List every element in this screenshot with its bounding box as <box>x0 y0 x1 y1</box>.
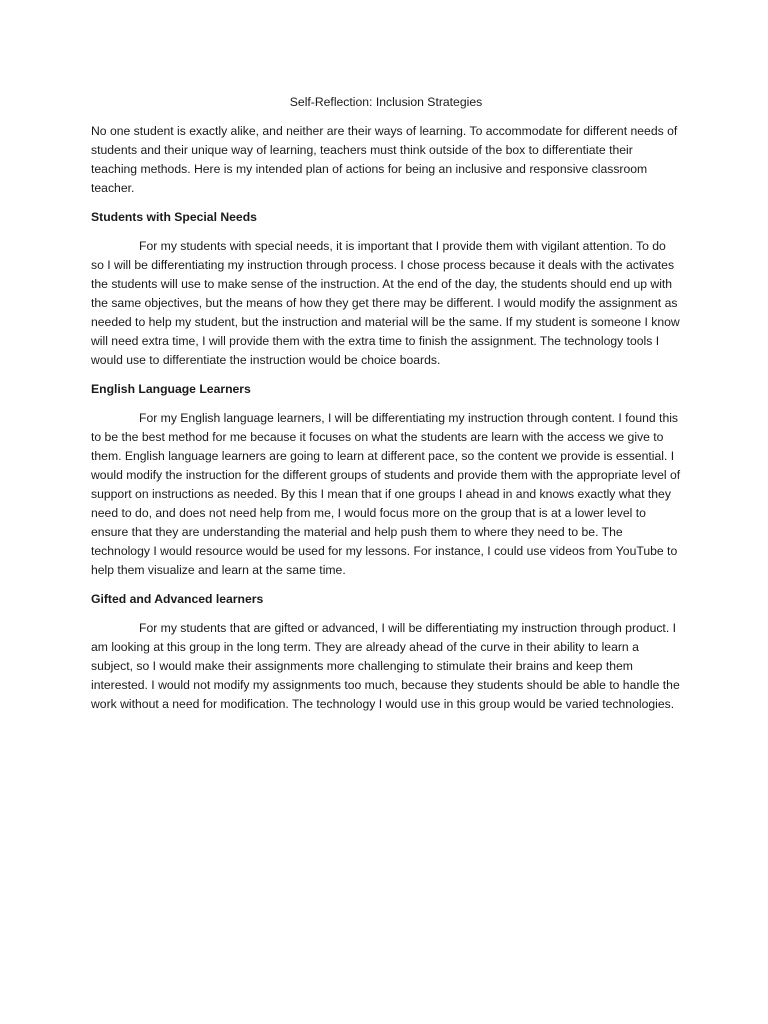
section-heading-special-needs: Students with Special Needs <box>91 210 257 224</box>
section-body-special-needs: For my students with special needs, it is important that I provide them with vigilant attention. To do so I will be differentiating my instruction through process. I chose process because it deals with the activates the students will use to make sense of the instruction. At the end of the day, the students should end up with the same objectives, but the means of how they get there may be different. I would modify the assignment as needed to help my student, but the instruction and material will be the same. If my student is someone I know will need extra time, I will provide them with the extra time to finish the assignment. The technology tools I would use to differentiate the instruction would be choice boards. <box>91 239 680 367</box>
document-title: Self-Reflection: Inclusion Strategies <box>289 95 483 109</box>
document-content <box>91 93 681 724</box>
intro-paragraph: No one student is exactly alike, and neither are their ways of learning. To accommodate for different needs of students and their unique way of learning, teachers must think outside of the box to differentiate their teaching methods. Here is my intended plan of actions for being an inclusive and responsive classroom teacher. <box>91 124 678 195</box>
section-body-english-language-learners: For my English language learners, I will be differentiating my instruction through content. I found this to be the best method for me because it focuses on what the students are learn with the access we give to them. English language learners are going to learn at different pace, so the content we provide is essential. I would modify the instruction for the different groups of students and provide them with the appropriate level of support on instructions as needed. By this I mean that if one groups I ahead in and knows exactly what they need to do, and does not need help from me, I would focus more on the group that is at a lower level to ensure that they are understanding the material and help push them to where they need to be. The technology I would resource would be used for my lessons. For instance, I could use videos from YouTube to help them visualize and learn at the same time. <box>91 411 681 577</box>
section-heading-english-language-learners: English Language Learners <box>91 382 251 396</box>
section-heading-gifted-advanced: Gifted and Advanced learners <box>91 592 264 606</box>
section-body-gifted-advanced: For my students that are gifted or advanced, I will be differentiating my instruction through product. I am looking at this group in the long term. They are already ahead of the curve in their ability to learn a subject, so I would make their assignments more challenging to stimulate their brains and keep them interested. I would not modify my assignments too much, because they students should be able to handle the work without a need for modification. The technology I would use in this group would be varied technologies. <box>91 621 680 711</box>
